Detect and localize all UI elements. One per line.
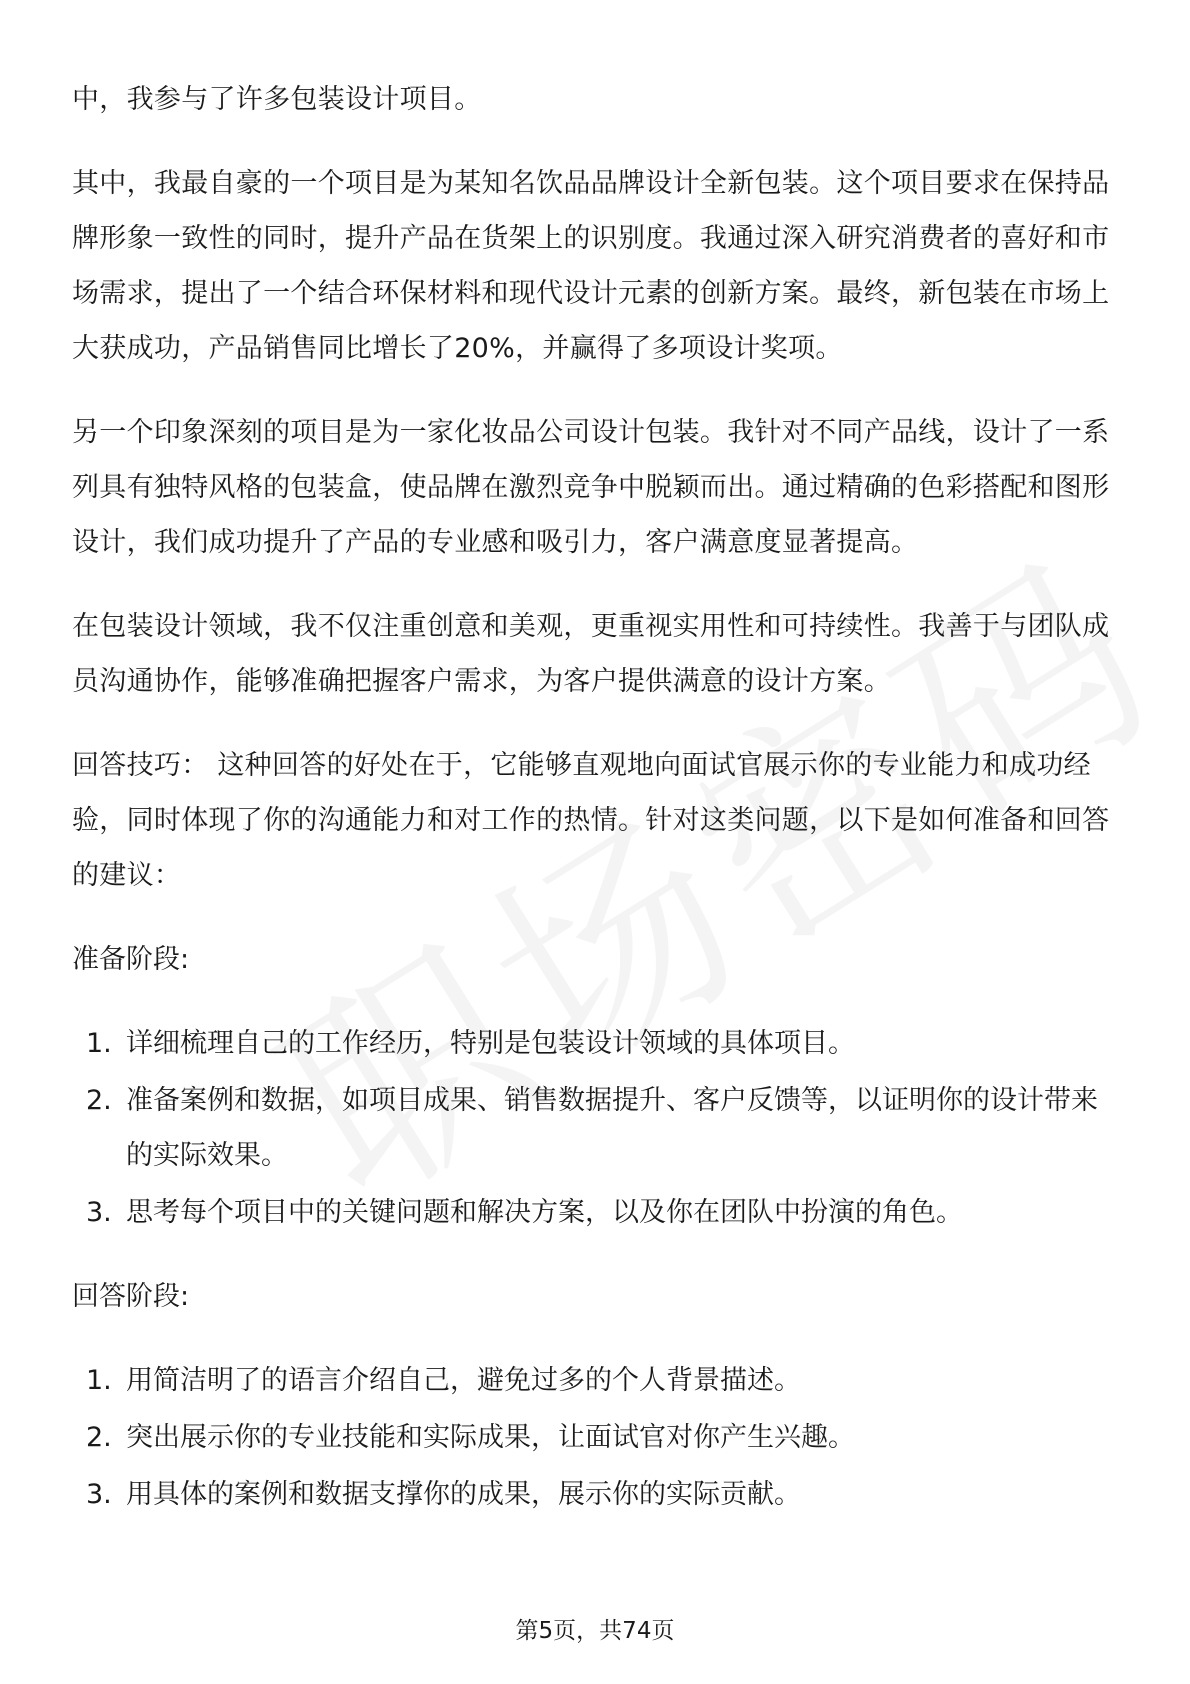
list-item xyxy=(72,1467,1122,1522)
list-item xyxy=(72,1353,1122,1408)
list-text: 用具体的案例和数据支撑你的成果，展示你的实际贡献。 xyxy=(126,1479,801,1510)
list-item xyxy=(72,1016,1122,1071)
paragraph: 回答技巧： 这种回答的好处在于，它能够直观地向面试官展示你的专业能力和成功经验，同时体现了你的沟通能力和对工作的热情。针对这类问题，以下是如何准备和回答的建议： xyxy=(72,750,1110,891)
list-item xyxy=(72,1073,1122,1183)
list-number: 2. xyxy=(86,1422,112,1453)
list-text: 突出展示你的专业技能和实际成果，让面试官对你产生兴趣。 xyxy=(126,1422,855,1453)
list-number: 1. xyxy=(86,1365,112,1396)
paragraph: 中，我参与了许多包装设计项目。 xyxy=(72,84,482,115)
list-number: 3. xyxy=(86,1197,112,1228)
list-text: 准备案例和数据，如项目成果、销售数据提升、客户反馈等，以证明你的设计带来的实际效果。 xyxy=(126,1085,1098,1171)
answer-heading: 回答阶段: xyxy=(72,1281,190,1312)
list-number: 2. xyxy=(86,1085,112,1116)
list-number: 3. xyxy=(86,1479,112,1510)
paragraph: 在包装设计领域，我不仅注重创意和美观，更重视实用性和可持续性。我善于与团队成员沟通协作，能够准确把握客户需求，为客户提供满意的设计方案。 xyxy=(72,611,1110,697)
list-text: 思考每个项目中的关键问题和解决方案，以及你在团队中扮演的角色。 xyxy=(126,1197,963,1228)
answer-list xyxy=(72,1353,1122,1522)
paragraph: 另一个印象深刻的项目是为一家化妆品公司设计包装。我针对不同产品线，设计了一系列具有独特风格的包装盒，使品牌在激烈竞争中脱颖而出。通过精确的色彩搭配和图形设计，我们成功提升了产品的专业感和吸引力，客户满意度显著提高。 xyxy=(72,417,1110,558)
list-text: 用简洁明了的语言介绍自己，避免过多的个人背景描述。 xyxy=(126,1365,801,1396)
list-number: 1. xyxy=(86,1028,112,1059)
page-number-footer: 第5页，共74页 xyxy=(515,1618,675,1644)
prep-heading: 准备阶段: xyxy=(72,944,190,975)
paragraph: 其中，我最自豪的一个项目是为某知名饮品品牌设计全新包装。这个项目要求在保持品牌形象一致性的同时，提升产品在货架上的识别度。我通过深入研究消费者的喜好和市场需求，提出了一个结合环保材料和现代设计元素的创新方案。最终，新包装在市场上大获成功，产品销售同比增长了20%，并赢得了多项设计奖项。 xyxy=(72,168,1110,364)
document-body xyxy=(72,72,1122,1551)
prep-list xyxy=(72,1016,1122,1240)
list-text: 详细梳理自己的工作经历，特别是包装设计领域的具体项目。 xyxy=(126,1028,855,1059)
list-item xyxy=(72,1185,1122,1240)
list-item xyxy=(72,1410,1122,1465)
